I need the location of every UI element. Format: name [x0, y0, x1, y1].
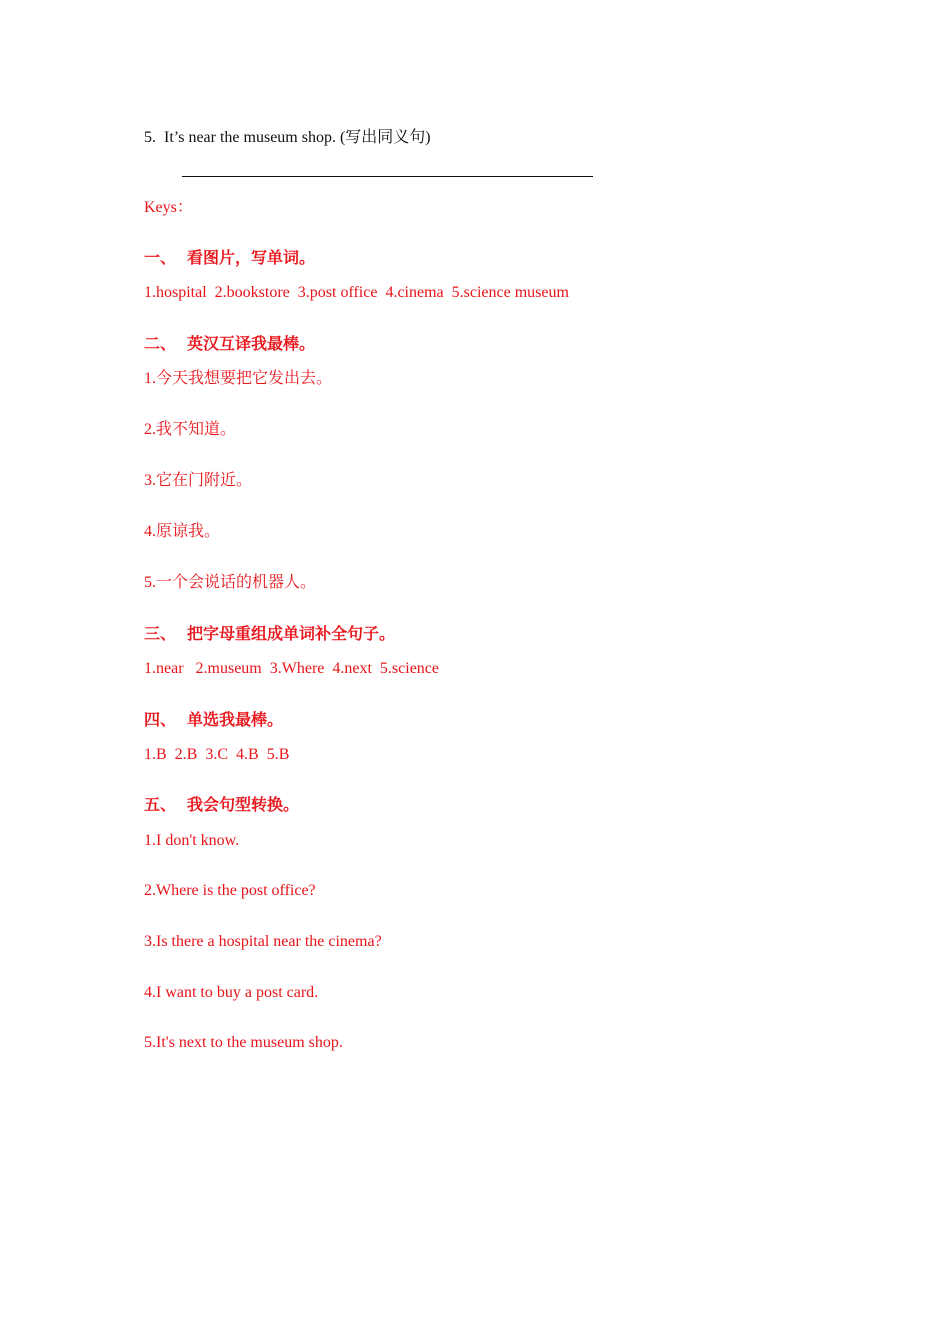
- question-5: 5. It’s near the museum shop. (写出同义句): [144, 129, 431, 146]
- section-number: 五、: [144, 797, 177, 814]
- section-number: 二、: [144, 336, 177, 353]
- answer-line: 3.Is there a hospital near the cinema?: [144, 933, 382, 950]
- answer-line: 4.I want to buy a post card.: [144, 984, 319, 1001]
- answer-line: 2.Where is the post office?: [144, 882, 316, 899]
- keys-label: Keys：: [144, 199, 193, 216]
- answer-line: 1.near 2.museum 3.Where 4.next 5.science: [144, 660, 440, 677]
- answer-line: 4.原谅我。: [144, 523, 221, 540]
- answer-line: 2.我不知道。: [144, 421, 237, 438]
- section-heading-2: [144, 335, 315, 355]
- answer-blank-line: [182, 176, 593, 177]
- answer-line: 1.B 2.B 3.C 4.B 5.B: [144, 746, 290, 763]
- section-number: 一、: [144, 250, 177, 267]
- section-title: 英汉互译我最棒。: [187, 336, 316, 353]
- section-title: 看图片，写单词。: [187, 250, 316, 267]
- answer-line: 5.It's next to the museum shop.: [144, 1034, 343, 1051]
- section-heading-4: [144, 711, 283, 731]
- section-number: 四、: [144, 712, 177, 729]
- answer-line: 1.I don't know.: [144, 832, 240, 849]
- section-title: 把字母重组成单词补全句子。: [187, 626, 396, 643]
- section-title: 我会句型转换。: [187, 797, 300, 814]
- section-heading-1: [144, 249, 315, 269]
- answer-line: 5.一个会说话的机器人。: [144, 574, 317, 591]
- section-heading-3: [144, 625, 395, 645]
- section-title: 单选我最棒。: [187, 712, 284, 729]
- answer-line: 3.它在门附近。: [144, 472, 253, 489]
- section-heading-5: [144, 796, 299, 816]
- answer-line: 1.今天我想要把它发出去。: [144, 370, 333, 387]
- section-number: 三、: [144, 626, 177, 643]
- answer-line: 1.hospital 2.bookstore 3.post office 4.cinema 5.science museum: [144, 284, 569, 301]
